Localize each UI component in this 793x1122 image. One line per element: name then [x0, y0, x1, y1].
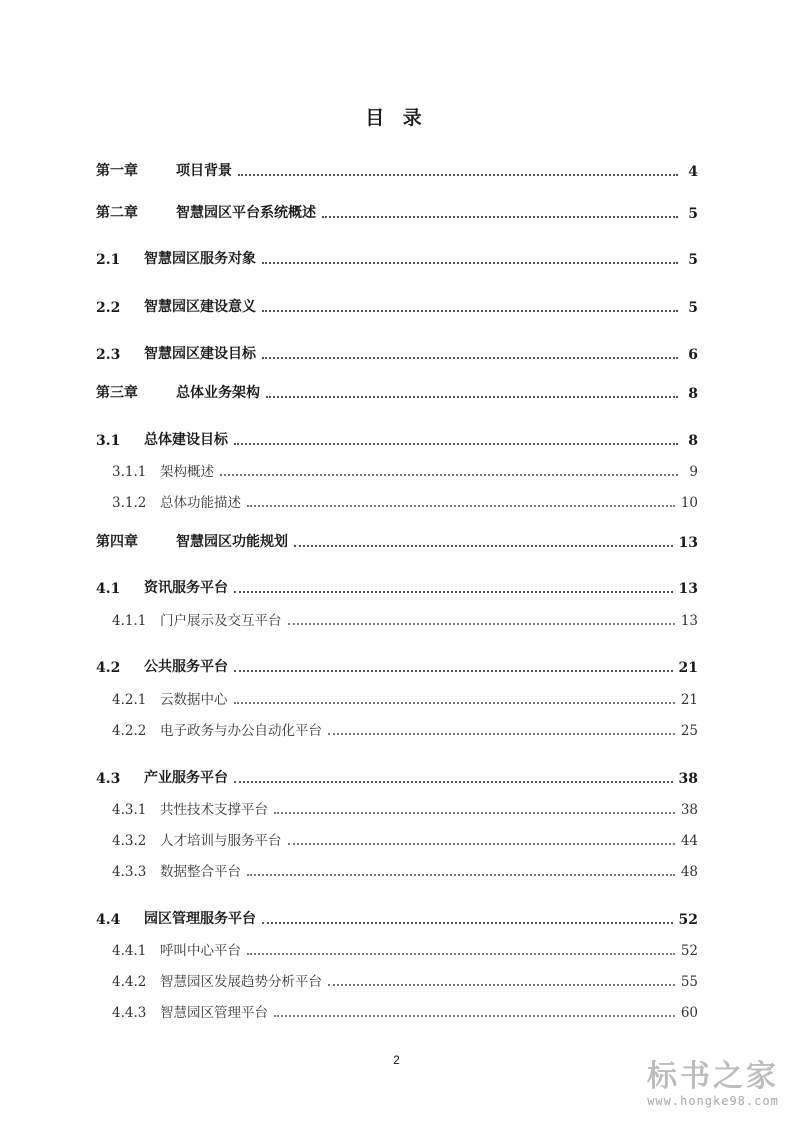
toc-entry[interactable] [96, 686, 698, 708]
toc-entry[interactable] [96, 765, 698, 787]
page-number: 2 [393, 1053, 400, 1067]
toc-entry-page: 8 [688, 386, 698, 402]
toc-entry-number: 4.3.2 [112, 833, 147, 849]
toc-entry-page: 5 [688, 300, 698, 316]
toc-entry[interactable] [96, 294, 698, 316]
toc-entry[interactable] [96, 427, 698, 449]
toc-entry-number: 4.3.3 [112, 864, 147, 880]
toc-leader-dots [288, 833, 675, 845]
toc-entry-number: 第三章 [96, 385, 138, 401]
toc-entry-label: 智慧园区发展趋势分析平台 [160, 974, 322, 990]
toc-entry-page: 52 [680, 943, 698, 959]
toc-entry[interactable] [96, 575, 698, 597]
toc-entry[interactable] [96, 827, 698, 849]
toc-entry-number: 4.2.1 [112, 692, 147, 708]
toc-entry-page: 13 [680, 613, 698, 629]
toc-entry-label: 项目背景 [176, 163, 232, 179]
toc-entry-page: 6 [688, 347, 698, 363]
toc-entry[interactable] [96, 341, 698, 363]
toc-entry-number: 3.1.2 [112, 495, 147, 511]
toc-entry-page: 48 [680, 864, 698, 880]
toc-leader-dots [247, 495, 675, 507]
toc-entry-page: 21 [680, 692, 698, 708]
toc-leader-dots [294, 535, 673, 547]
toc-entry-number: 第二章 [96, 205, 138, 221]
watermark-url: www.hongke98.com [647, 1094, 779, 1108]
toc-entry-page: 4 [688, 164, 698, 180]
toc-entry-number: 2.3 [96, 347, 121, 363]
watermark-logo: 标书之家 [647, 1059, 779, 1094]
toc-leader-dots [266, 386, 678, 398]
toc-entry[interactable] [96, 200, 698, 222]
toc-entry-page: 55 [680, 974, 698, 990]
toc-entry-number: 3.1 [96, 433, 121, 449]
toc-leader-dots [234, 581, 673, 593]
toc-entry-label: 园区管理服务平台 [144, 911, 256, 927]
toc-entry-label: 智慧园区功能规划 [176, 534, 288, 550]
toc-entry-page: 13 [678, 535, 698, 551]
toc-entry-number: 4.2.2 [112, 723, 147, 739]
toc-entry[interactable] [96, 380, 698, 402]
toc-leader-dots [247, 864, 675, 876]
toc-entry-label: 门户展示及交互平台 [160, 613, 282, 629]
toc-entry[interactable] [96, 489, 698, 511]
toc-entry-number: 第一章 [96, 163, 138, 179]
toc-entry-number: 2.1 [96, 252, 121, 268]
toc-entry-number: 2.2 [96, 300, 121, 316]
toc-entry-page: 38 [680, 802, 698, 818]
toc-entry[interactable] [96, 458, 698, 480]
toc-entry[interactable] [96, 529, 698, 551]
toc-entry-label: 共性技术支撑平台 [160, 802, 268, 818]
toc-leader-dots [220, 464, 678, 476]
toc-leader-dots [262, 252, 678, 264]
toc-leader-dots [247, 943, 675, 955]
toc-leader-dots [274, 1005, 675, 1017]
toc-entry[interactable] [96, 937, 698, 959]
toc-entry-label: 产业服务平台 [144, 770, 228, 786]
toc-leader-dots [234, 433, 678, 445]
toc-entry[interactable] [96, 858, 698, 880]
toc-leader-dots [262, 300, 678, 312]
toc-entry-label: 智慧园区服务对象 [144, 251, 256, 267]
toc-entry-page: 9 [689, 464, 698, 480]
toc-entry-page: 25 [680, 723, 698, 739]
toc-entry-page: 8 [688, 433, 698, 449]
toc-leader-dots [274, 802, 675, 814]
toc-entry-label: 呼叫中心平台 [160, 943, 241, 959]
toc-entry-number: 4.4.1 [112, 943, 147, 959]
toc-entry-label: 智慧园区建设意义 [144, 299, 256, 315]
toc-entry[interactable] [96, 906, 698, 928]
toc-entry[interactable] [96, 654, 698, 676]
toc-entry-label: 云数据中心 [160, 692, 228, 708]
toc-leader-dots [262, 347, 678, 359]
toc-entry[interactable] [96, 607, 698, 629]
toc-entry[interactable] [96, 246, 698, 268]
toc-entry-label: 总体建设目标 [144, 432, 228, 448]
toc-entry[interactable] [96, 796, 698, 818]
toc-entry-label: 智慧园区管理平台 [160, 1005, 268, 1021]
toc-entry-label: 电子政务与办公自动化平台 [160, 723, 322, 739]
toc-entry-label: 智慧园区平台系统概述 [176, 205, 316, 221]
toc-entry[interactable] [96, 968, 698, 990]
toc-leader-dots [238, 164, 678, 176]
toc-entry-label: 人才培训与服务平台 [160, 833, 282, 849]
toc-entry-number: 3.1.1 [112, 464, 147, 480]
toc-leader-dots [288, 613, 675, 625]
toc-entry-number: 4.3 [96, 771, 121, 787]
toc-entry-number: 4.1 [96, 581, 121, 597]
toc-entry-label: 总体功能描述 [160, 495, 241, 511]
toc-leader-dots [328, 723, 675, 735]
toc-entry[interactable] [96, 999, 698, 1021]
toc-entry-number: 4.3.1 [112, 802, 147, 818]
toc-leader-dots [328, 974, 675, 986]
toc-entry-page: 38 [678, 771, 698, 787]
toc-title: 目 录 [365, 107, 428, 129]
toc-entry-page: 44 [680, 833, 698, 849]
toc-entry-label: 架构概述 [160, 464, 214, 480]
toc-entry-number: 4.2 [96, 660, 121, 676]
toc-entry-page: 13 [678, 581, 698, 597]
toc-leader-dots [234, 660, 673, 672]
toc-entry-label: 公共服务平台 [144, 659, 228, 675]
toc-entry[interactable] [96, 717, 698, 739]
toc-entry-page: 10 [680, 495, 698, 511]
toc-entry-number: 4.4.2 [112, 974, 147, 990]
toc-leader-dots [234, 771, 673, 783]
toc-entry-page: 52 [678, 912, 698, 928]
toc-entry-page: 21 [678, 660, 698, 676]
toc-entry-number: 第四章 [96, 534, 138, 550]
toc-leader-dots [322, 206, 678, 218]
toc-entry-page: 5 [688, 206, 698, 222]
toc-leader-dots [234, 692, 675, 704]
toc-entry-label: 总体业务架构 [176, 385, 260, 401]
toc-entry-label: 智慧园区建设目标 [144, 346, 256, 362]
toc-leader-dots [262, 912, 673, 924]
toc-entry-page: 60 [680, 1005, 698, 1021]
toc-entry[interactable] [96, 158, 698, 180]
toc-entry-label: 数据整合平台 [160, 864, 241, 880]
watermark [647, 1060, 779, 1108]
toc-entry-label: 资讯服务平台 [144, 580, 228, 596]
toc-entry-number: 4.1.1 [112, 613, 147, 629]
toc-entry-number: 4.4.3 [112, 1005, 147, 1021]
toc-entry-number: 4.4 [96, 912, 121, 928]
toc-entry-page: 5 [688, 252, 698, 268]
